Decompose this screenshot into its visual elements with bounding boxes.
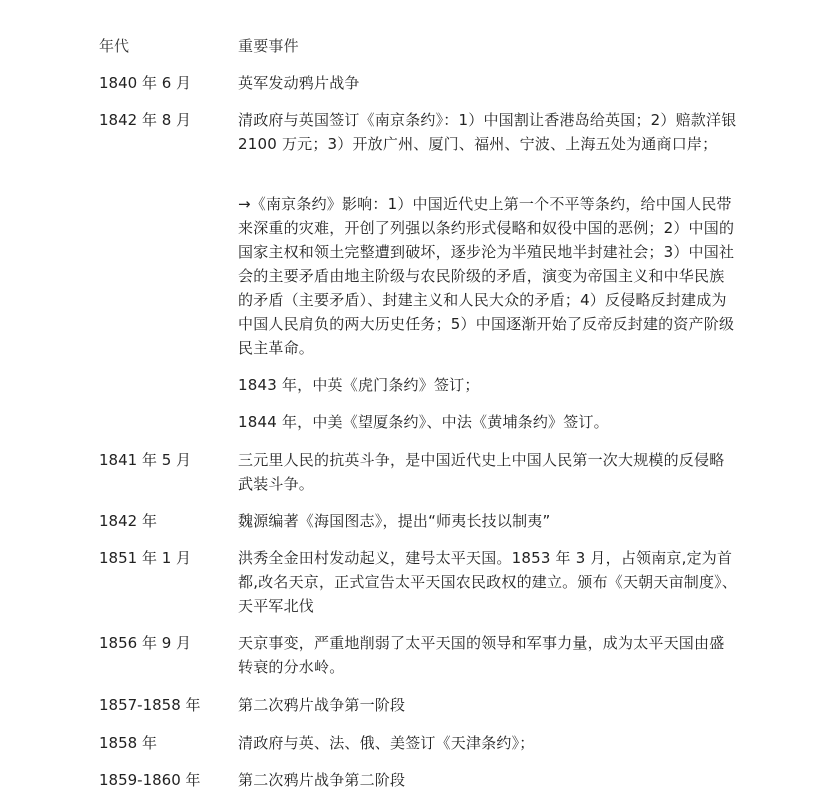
row-event: 清政府与英国签订《南京条约》：1）中国割让香港岛给英国；2）赔款洋银 2100 万元；3）开放广州、厦门、福州、宁波、上海五处为通商口岸；: [238, 111, 737, 153]
treaty-impact-note: →《南京条约》影响：1）中国近代史上第一个不平等条约，给中国人民带来深重的灾难，开创了列强以条约形式侵略和奴役中国的恶例；2）中国的国家主权和领土完整遭到破坏，逐步沦为半殖民地半封建社会；3）中国社会的主要矛盾由地主阶级与农民阶级的矛盾，演变为帝国主义和中华民族的矛盾（主要矛盾）、封建主义和人民大众的矛盾；4）反侵略反封建成为中国人民肩负的两大历史任务；5）中国逐渐开始了反帝反封建的资产阶级民主革命。: [238, 195, 735, 357]
row-year: 1856 年 9 月: [99, 634, 192, 652]
treaty-1844-note: 1844 年，中美《望厦条约》、中法《黄埔条约》签订。: [238, 413, 609, 431]
row-year: 1841 年 5 月: [99, 451, 192, 469]
row-year: 1859-1860 年: [99, 771, 201, 789]
header-event: 重要事件: [238, 37, 299, 55]
row-year: 1840 年 6 月: [99, 74, 192, 92]
row-event: 洪秀全金田村发动起义，建号太平天国。1853 年 3 月，占领南京,定为首都,改名天京，正式宣告太平天国农民政权的建立。颁布《天朝天亩制度》、天平军北伐: [238, 549, 738, 615]
row-event: 清政府与英、法、俄、美签订《天津条约》；: [238, 734, 535, 752]
row-year: 1858 年: [99, 734, 157, 752]
row-event: 英军发动鸦片战争: [238, 74, 360, 92]
treaty-1843-note: 1843 年，中英《虎门条约》签订；: [238, 376, 480, 394]
row-event: 第二次鸦片战争第一阶段: [238, 696, 406, 714]
row-event: 第二次鸦片战争第二阶段: [238, 771, 406, 789]
row-year: 1851 年 1 月: [99, 549, 192, 567]
row-event: 天京事变，严重地削弱了太平天国的领导和军事力量，成为太平天国由盛转衰的分水岭。: [238, 634, 725, 676]
row-year: 1857-1858 年: [99, 696, 201, 714]
row-event: 三元里人民的抗英斗争，是中国近代史上中国人民第一次大规模的反侵略武装斗争。: [238, 451, 725, 493]
header-year: 年代: [99, 37, 130, 55]
row-event: 魏源编著《海国图志》，提出“师夷长技以制夷”: [238, 512, 551, 530]
row-year: 1842 年: [99, 512, 157, 530]
row-year: 1842 年 8 月: [99, 111, 192, 129]
